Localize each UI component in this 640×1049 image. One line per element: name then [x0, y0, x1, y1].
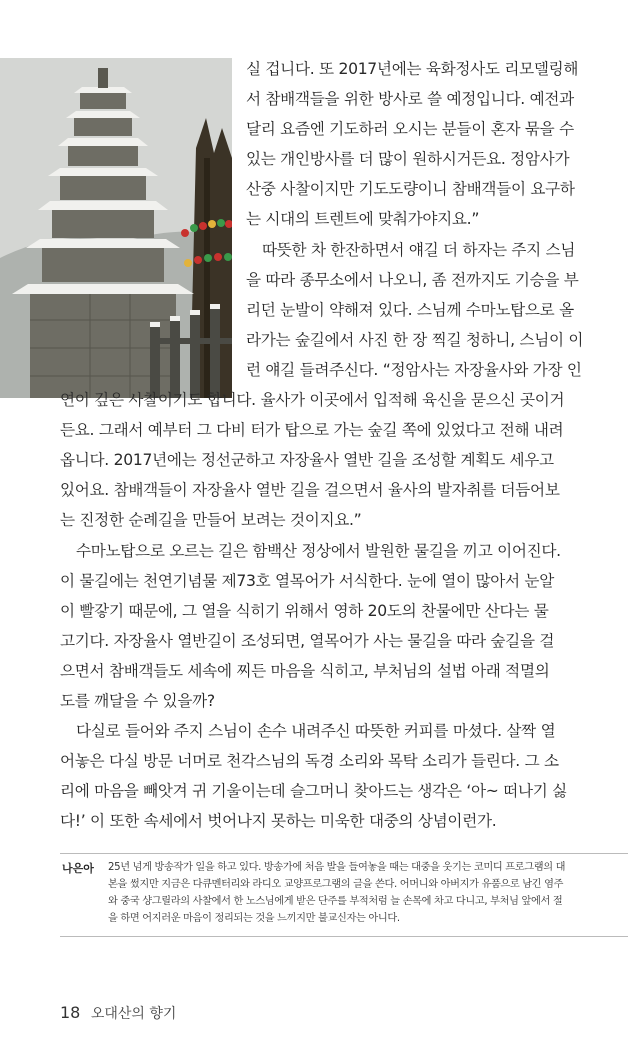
article-line: 는 진정한 순례길을 만들어 보려는 것이지요.” — [60, 511, 362, 529]
article-line: 따뜻한 차 한잔하면서 얘길 더 하자는 주지 스님 — [262, 241, 576, 259]
article-line: 산중 사찰이지만 기도도량이니 참배객들이 요구하 — [246, 180, 575, 198]
article-line: 실 겁니다. 또 2017년에는 육화정사도 리모델링해 — [246, 60, 579, 78]
article-line: 고기다. 자장율사 열반길이 조성되면, 열목어가 사는 물길을 따라 숲길을 걸 — [60, 632, 555, 650]
article-line: 런 얘길 들려주신다. “정암사는 자장율사와 가장 인 — [246, 361, 582, 379]
article-line: 있는 개인방사를 더 많이 원하시거든요. 정암사가 — [246, 150, 570, 168]
article-line: 달리 요즘엔 기도하러 오시는 분들이 혼자 묶을 수 — [246, 120, 574, 138]
bio-line: 본을 썼지만 지금은 다큐멘터리와 라디오 교양프로그램의 글을 쓴다. 어머니와 아버지가 유품으로 남긴 염주 — [108, 879, 564, 890]
article-line: 다실로 들어와 주지 스님이 손수 내려주신 따뜻한 커피를 마셨다. 살짝 열 — [76, 722, 556, 740]
bio-line: 와 중국 샹그릴라의 사찰에서 한 노스님에게 받은 단주를 부적처럼 늘 손목에 차고 다니고, 부처님 앞에서 절 — [108, 896, 563, 907]
article-line: 연이 깊은 사찰이기도 합니다. 율사가 이곳에서 입적해 육신을 묻으신 곳이거 — [60, 391, 565, 409]
bio-line: 25년 넘게 방송작가 일을 하고 있다. 방송가에 처음 발을 들여놓을 때는 대중을 웃기는 코미디 프로그램의 대 — [108, 862, 566, 873]
article-line: 수마노탑으로 오르는 길은 함백산 정상에서 발원한 물길을 끼고 이어진다. — [76, 542, 561, 560]
article-line: 서 참배객들을 위한 방사로 쓸 예정입니다. 예전과 — [246, 90, 574, 108]
article-line: 옵니다. 2017년에는 정선군하고 자장율사 열반 길을 조성할 계획도 세우고 — [60, 451, 554, 469]
article-line: 이 빨갛기 때문에, 그 열을 식히기 위해서 영하 20도의 찬물에만 산다는 물 — [60, 602, 549, 620]
page-footer — [60, 1003, 176, 1023]
article-line: 리던 눈발이 약해져 있다. 스님께 수마노탑으로 올 — [246, 301, 574, 319]
article-line: 이 물길에는 천연기념물 제73호 열목어가 서식한다. 눈에 열이 많아서 눈알 — [60, 572, 554, 590]
article-line: 있어요. 참배객들이 자장율사 열반 길을 걸으면서 율사의 발자취를 더듬어보 — [60, 481, 560, 499]
magazine-title: 오대산의 향기 — [90, 1006, 177, 1022]
pagoda-photo-icon — [0, 58, 232, 398]
article-line: 리에 마음을 빼앗겨 귀 기울이는데 슬그머니 찾아드는 생각은 ‘아~ 떠나기 싫 — [60, 782, 567, 800]
article-line: 도를 깨달을 수 있을까? — [60, 692, 215, 710]
article-line: 으면서 참배객들도 세속에 찌든 마음을 식히고, 부처님의 설법 아래 적멸의 — [60, 662, 550, 680]
article-line: 다!’ 이 또한 속세에서 벗어나지 못하는 미욱한 대중의 상념이런가. — [60, 812, 497, 830]
article-line: 어놓은 다실 방문 너머로 천각스님의 독경 소리와 목탁 소리가 들린다. 그 소 — [60, 752, 559, 770]
bio-bottom-divider — [60, 936, 628, 937]
bio-divider — [60, 853, 628, 854]
article-line: 든요. 그래서 예부터 그 다비 터가 탑으로 가는 숲길 쪽에 있었다고 전해 내려 — [60, 421, 564, 439]
bio-line: 을 하면 어지러운 마음이 정리되는 것을 느끼지만 불교신자는 아니다. — [108, 913, 400, 924]
article-line: 을 따라 종무소에서 나오니, 좀 전까지도 기승을 부 — [246, 271, 579, 289]
article-line: 는 시대의 트렌트에 맞춰가야지요.” — [246, 210, 480, 228]
pagoda-photo — [0, 58, 232, 398]
article-line: 라가는 숲길에서 사진 한 장 찍길 청하니, 스님이 이 — [246, 331, 584, 349]
author-name: 나은아 — [62, 862, 94, 875]
page-number: 18 — [60, 1003, 81, 1022]
